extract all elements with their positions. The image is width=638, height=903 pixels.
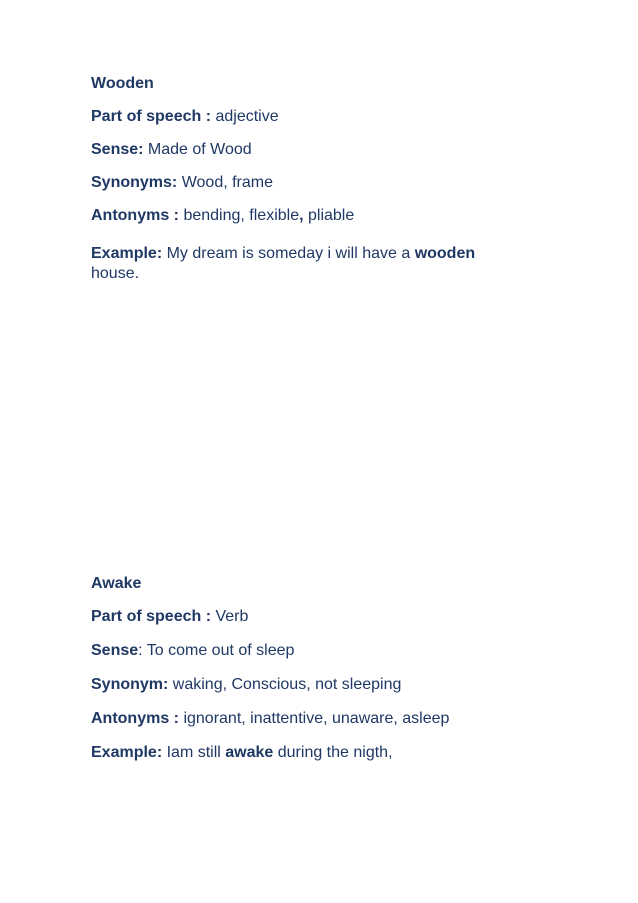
synonyms-line: [91, 173, 551, 193]
entry-wooden: [91, 74, 551, 297]
entry-word: Wooden: [91, 75, 154, 92]
example-line: [91, 743, 551, 763]
entry-awake: [91, 574, 551, 777]
part-of-speech-line: [91, 107, 551, 127]
example-highlight: awake: [225, 744, 274, 761]
sense-colon: :: [138, 642, 143, 659]
antonyms-label: Antonyms :: [91, 207, 179, 224]
part-of-speech-value: adjective: [215, 108, 279, 125]
example-line: [91, 244, 521, 284]
example-highlight: wooden: [414, 245, 476, 262]
part-of-speech-label: Part of speech :: [91, 108, 212, 125]
example-text: My dream is someday i will have a: [166, 245, 415, 262]
synonyms-value: waking, Conscious, not sleeping: [172, 676, 402, 693]
example-text: Iam still: [166, 744, 226, 761]
antonyms-line: [91, 709, 551, 729]
part-of-speech-value: Verb: [215, 608, 249, 625]
part-of-speech-line: [91, 607, 551, 627]
example-text-end: house.: [91, 265, 140, 282]
synonyms-line: [91, 675, 551, 695]
sense-label: Sense:: [91, 141, 144, 158]
example-label: Example:: [91, 245, 163, 262]
antonyms-value-extra: pliable: [308, 207, 355, 224]
sense-value: To come out of sleep: [146, 642, 295, 659]
example-label: Example:: [91, 744, 163, 761]
sense-value: Made of Wood: [147, 141, 252, 158]
synonyms-label: Synonym:: [91, 676, 169, 693]
synonyms-label: Synonyms:: [91, 174, 178, 191]
sense-line: [91, 140, 551, 160]
sense-line: [91, 641, 551, 661]
synonyms-value: Wood, frame: [181, 174, 273, 191]
example-text-end: during the nigth,: [273, 744, 393, 761]
entry-word: Awake: [91, 575, 142, 592]
antonyms-value: bending, flexible: [183, 207, 300, 224]
antonyms-separator: ,: [299, 207, 304, 224]
antonyms-value: ignorant, inattentive, unaware, asleep: [183, 710, 450, 727]
sense-label: Sense: [91, 642, 139, 659]
part-of-speech-label: Part of speech :: [91, 608, 212, 625]
antonyms-line: [91, 206, 551, 226]
antonyms-label: Antonyms :: [91, 710, 179, 727]
